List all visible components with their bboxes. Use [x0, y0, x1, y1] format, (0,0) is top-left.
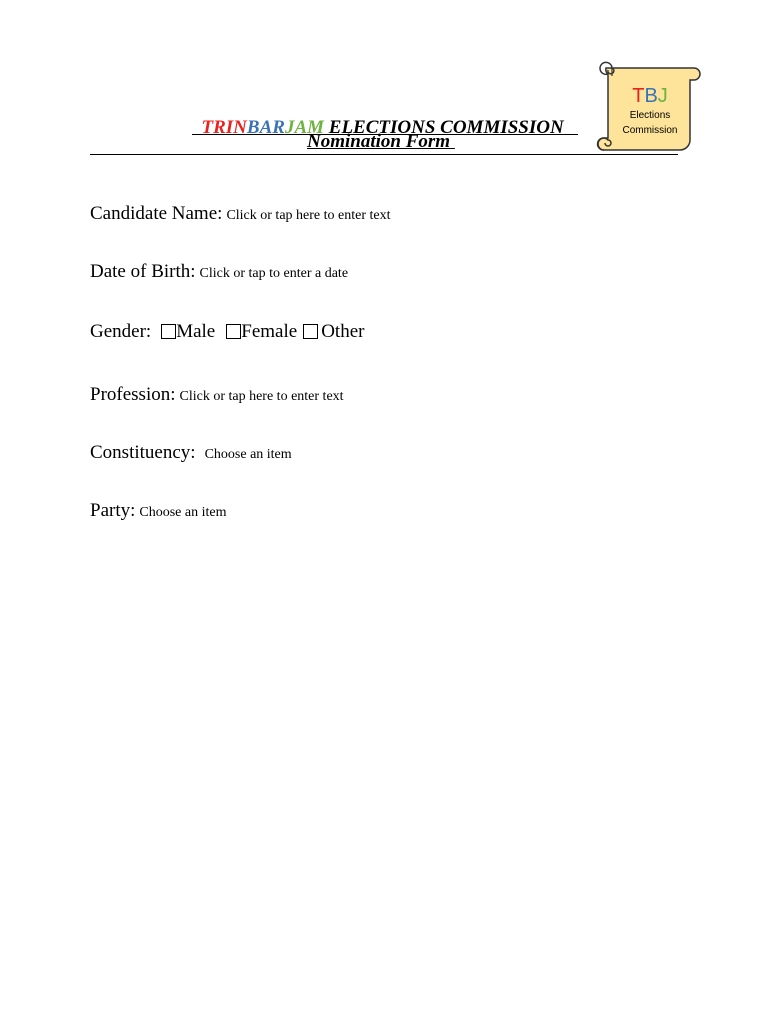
title-part-bar: BAR	[246, 117, 285, 138]
title-part-commission: ELECTIONS COMMISSION	[324, 117, 564, 138]
subtitle-text: Nomination Form	[307, 131, 451, 152]
male-checkbox[interactable]	[161, 324, 176, 339]
gender-row	[90, 321, 364, 343]
subtitle-underline-pad	[450, 131, 455, 152]
profession-label: Profession:	[90, 384, 176, 405]
candidate-name-label: Candidate Name:	[90, 203, 223, 224]
other-checkbox[interactable]	[303, 324, 318, 339]
party-label: Party:	[90, 500, 136, 521]
title-part-trin: TRIN	[201, 117, 247, 138]
party-dropdown[interactable]: Choose an item	[139, 505, 227, 520]
party-row	[90, 500, 227, 522]
form-subtitle	[307, 130, 455, 154]
profession-field[interactable]: Click or tap here to enter text	[179, 389, 344, 404]
logo-text	[606, 84, 694, 138]
date-of-birth-label: Date of Birth:	[90, 261, 196, 282]
candidate-name-row	[90, 203, 391, 225]
date-of-birth-row	[90, 261, 348, 283]
logo-mark-b: B	[644, 85, 658, 107]
title-part-jam: JAM	[284, 117, 325, 138]
gender-label: Gender:	[90, 321, 152, 342]
constituency-dropdown[interactable]: Choose an item	[204, 447, 292, 462]
date-of-birth-field[interactable]: Click or tap to enter a date	[199, 266, 349, 281]
female-option-label: Female	[241, 321, 298, 342]
profession-row	[90, 384, 344, 406]
male-option-label: Male	[176, 321, 216, 342]
other-option-label: Other	[321, 321, 365, 342]
logo-mark	[606, 84, 694, 108]
header-divider	[90, 154, 678, 155]
logo-mark-t: T	[632, 85, 645, 107]
constituency-label: Constituency:	[90, 442, 196, 463]
female-checkbox[interactable]	[226, 324, 241, 339]
logo-mark-j: J	[657, 85, 668, 107]
title-underline-pad	[564, 117, 578, 138]
logo-line-1: Elections	[629, 110, 671, 121]
logo-line-2: Commission	[622, 125, 678, 136]
constituency-row	[90, 442, 292, 464]
candidate-name-field[interactable]: Click or tap here to enter text	[226, 208, 391, 223]
